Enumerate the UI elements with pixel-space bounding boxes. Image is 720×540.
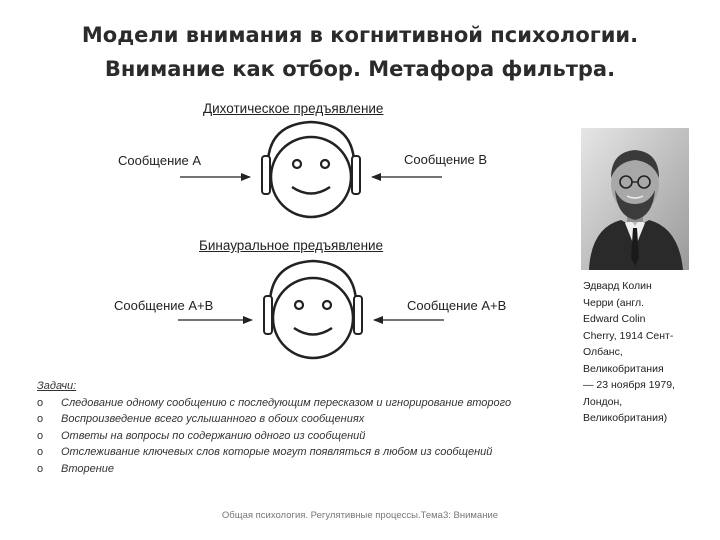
title-line-1: Модели внимания в когнитивной психологии. bbox=[81, 23, 639, 47]
tasks-list bbox=[37, 395, 557, 478]
dichotic-message-left: Сообщение А bbox=[118, 153, 202, 168]
binaural-message-left: Сообщение А+В bbox=[114, 298, 214, 313]
caption-line: — 23 ноября 1979, bbox=[583, 379, 675, 391]
list-item: o Вторение bbox=[37, 461, 557, 478]
list-item: o Ответы на вопросы по содержанию одного из сообщений bbox=[37, 428, 557, 445]
binaural-head-icon bbox=[264, 261, 362, 358]
list-item: o Воспроизведение всего услышанного в обоих сообщениях bbox=[37, 411, 557, 428]
binaural-message-right: Сообщение А+В bbox=[407, 298, 507, 313]
portrait-photo bbox=[581, 128, 689, 270]
title-line-2: Внимание как отбор. Метафора фильтра. bbox=[104, 57, 616, 81]
list-item: o Отслеживание ключевых слов которые могут появляться в любом из сообщений bbox=[37, 444, 557, 461]
caption-line: Великобритания) bbox=[583, 412, 668, 424]
dichotic-message-right: Сообщение В bbox=[404, 152, 488, 167]
binaural-label: Бинауральное предъявление bbox=[199, 238, 384, 253]
caption-line: Edward Colin bbox=[583, 313, 646, 325]
tasks-title: Задачи: bbox=[37, 380, 77, 392]
caption-line: Cherry, 1914 Сент- bbox=[583, 329, 674, 342]
caption-line: Лондон, bbox=[583, 395, 623, 408]
portrait-caption bbox=[583, 278, 715, 427]
caption-line: Эдвард Колин bbox=[583, 280, 652, 292]
dichotic-head-icon bbox=[262, 122, 360, 217]
tasks-section bbox=[37, 378, 557, 477]
footer-text: Общая психология. Регулятивные процессы.Тема3: Внимание bbox=[221, 510, 499, 521]
caption-line: Черри (англ. bbox=[583, 296, 645, 309]
caption-line: Великобритания bbox=[583, 362, 664, 375]
list-item: o Следование одному сообщению с последующим пересказом и игнорирование второго bbox=[37, 395, 557, 412]
dichotic-label: Дихотическое предъявление bbox=[203, 101, 384, 116]
caption-line: Олбанс, bbox=[583, 346, 623, 358]
